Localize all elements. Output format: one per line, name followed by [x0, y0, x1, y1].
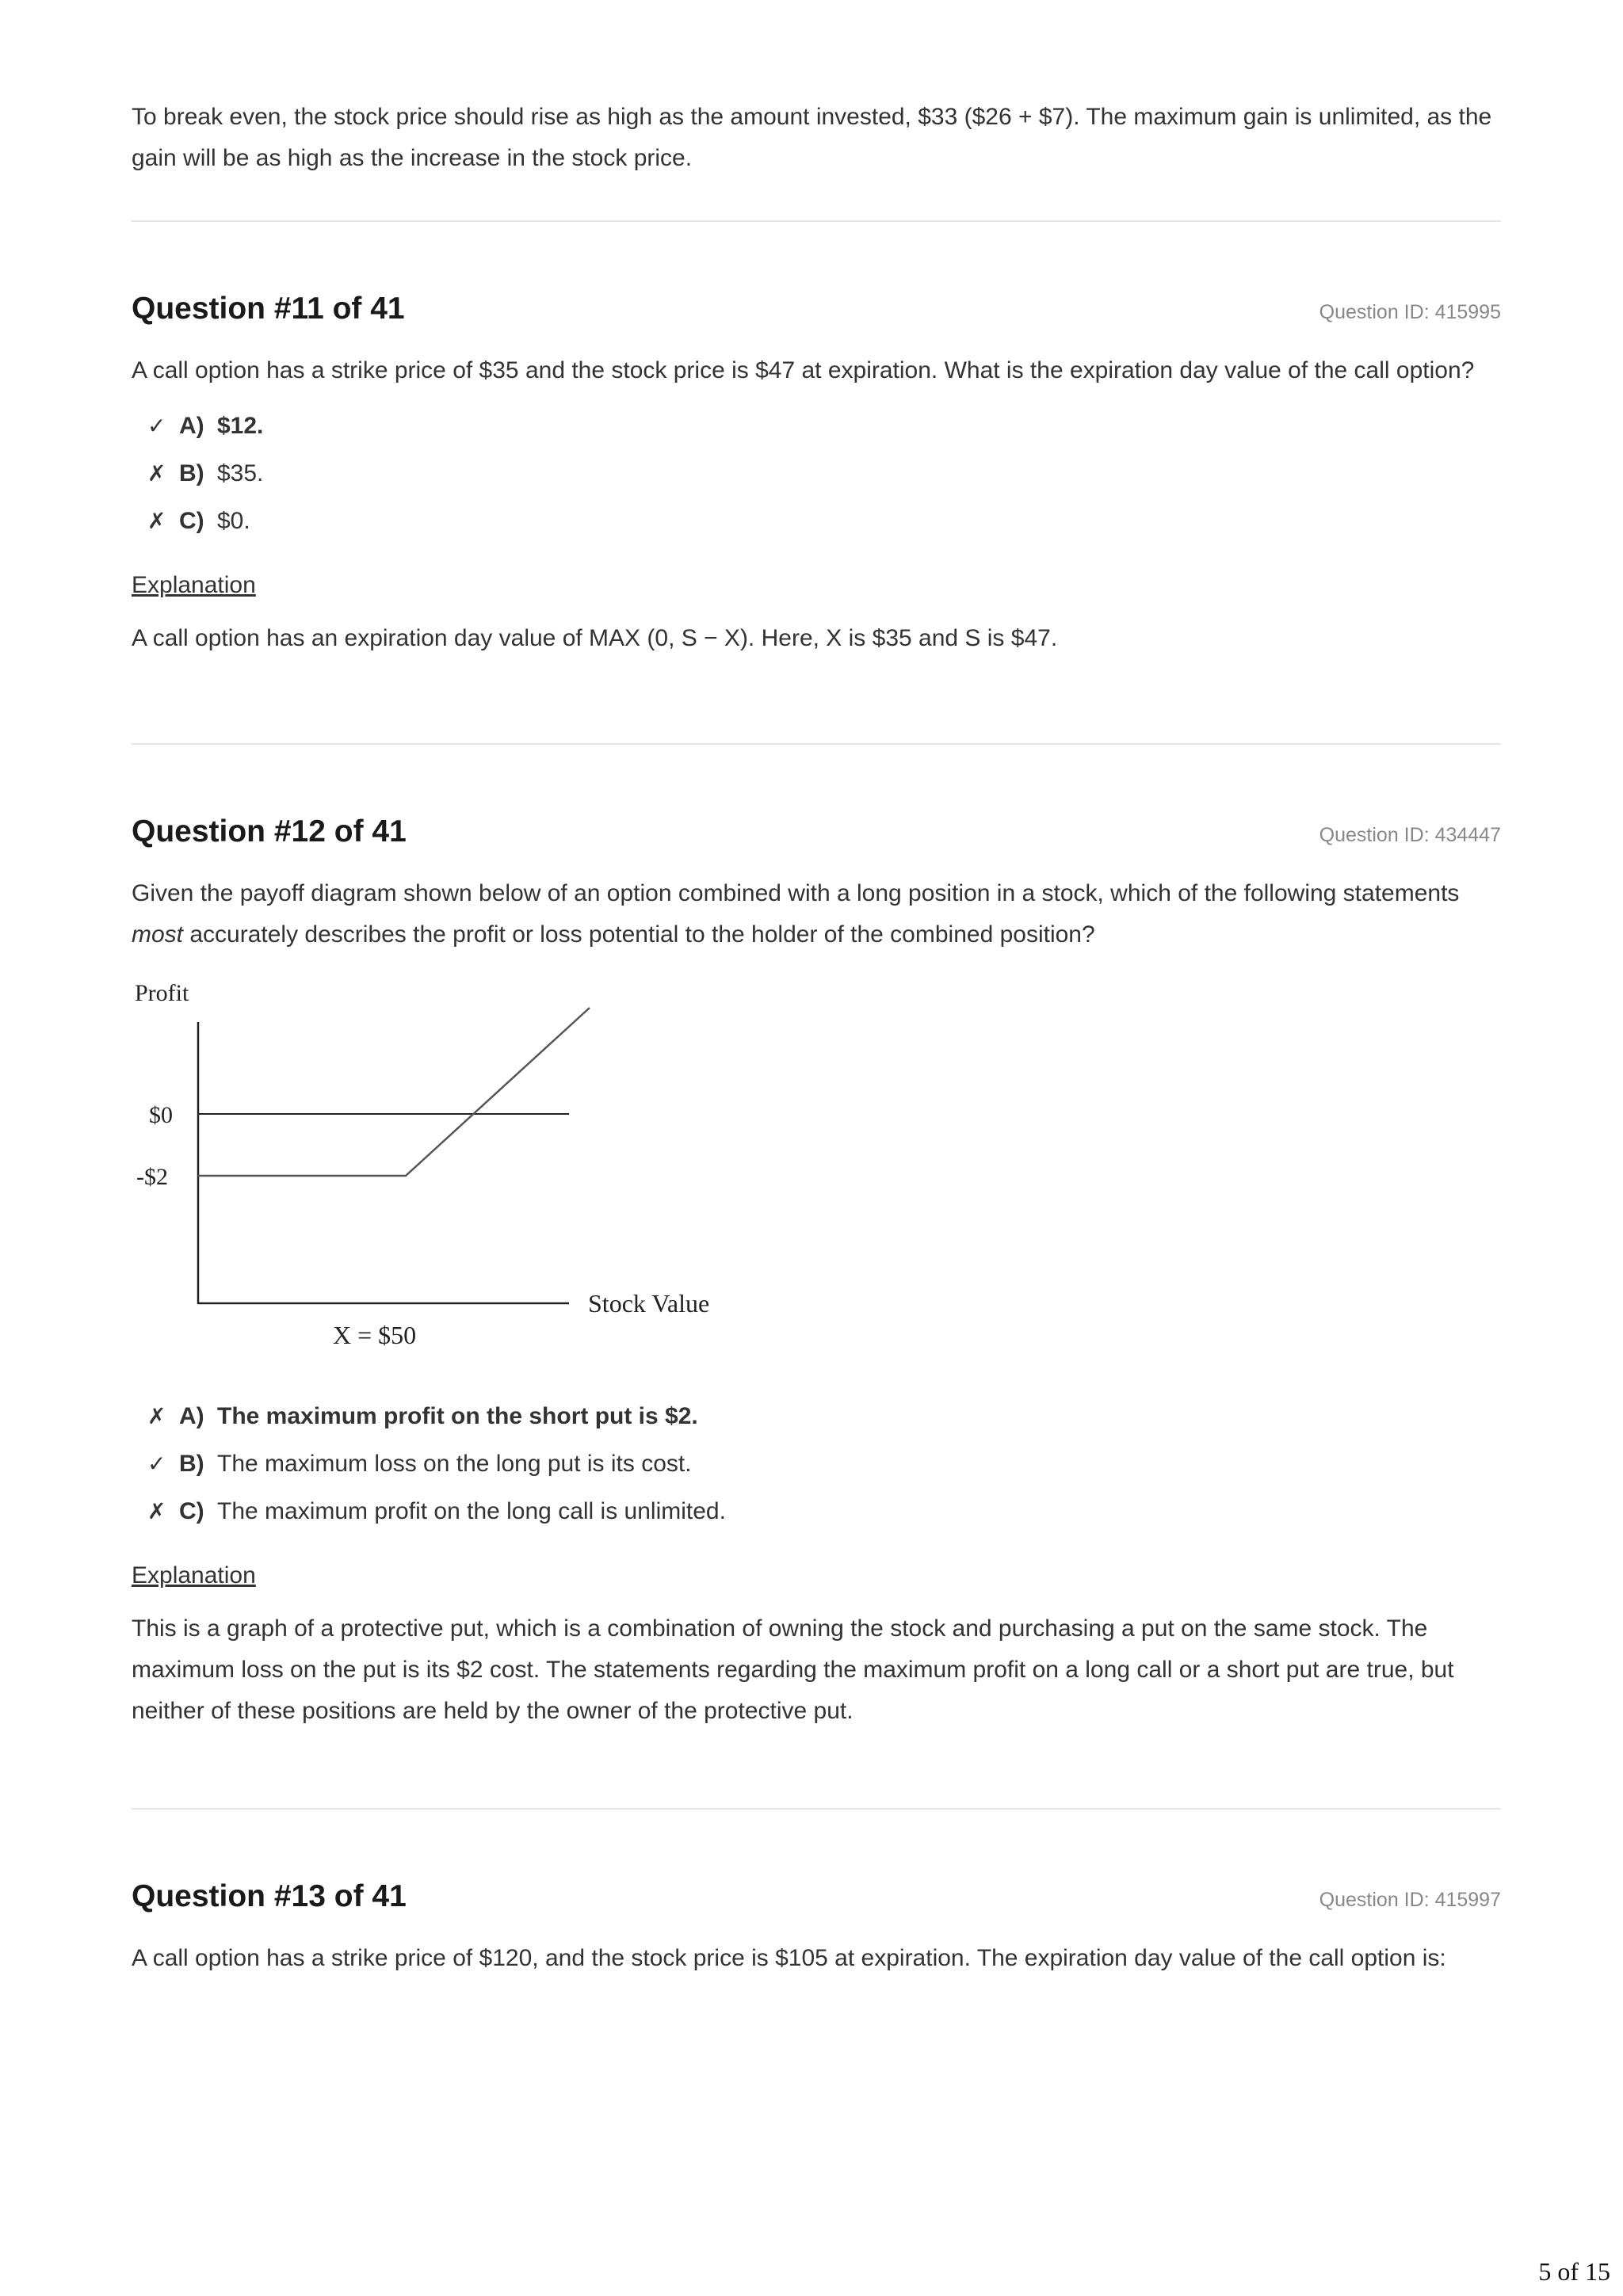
divider-2 — [132, 743, 1501, 745]
diagram-payoff-line — [198, 1008, 590, 1176]
diagram-strike-label: X = $50 — [333, 1321, 417, 1349]
correct-check-icon: ✓ — [147, 1451, 166, 1477]
question-12-body — [132, 1393, 1501, 1732]
diagram-x-label: Stock Value — [588, 1289, 710, 1318]
incorrect-x-icon: ✗ — [147, 508, 166, 534]
question-11-title: Question #11 of 41 — [132, 292, 405, 326]
choice-text: $35. — [217, 460, 264, 486]
question-12-stem-part1: Given the payoff diagram shown below of an option combined with a long position in a stock, which of the following statements — [132, 880, 1460, 906]
question-12-stem-emphasis: most — [132, 921, 184, 948]
question-12-stem — [132, 873, 1501, 955]
question-11-explanation: A call option has an expiration day value of MAX (0, S − X). Here, X is $35 and S is $47. — [132, 625, 1058, 651]
question-12-choices — [132, 1393, 1501, 1535]
question-12-title: Question #12 of 41 — [132, 814, 407, 849]
choice-text: The maximum loss on the long put is its cost. — [217, 1451, 692, 1477]
choice-letter: C) — [179, 1498, 204, 1524]
question-13 — [132, 1879, 1501, 1979]
question-13-stem: A call option has a strike price of $120, and the stock price is $105 at expiration. The expiration day value of the call option is: — [132, 1945, 1446, 1971]
choice-letter: B) — [179, 1451, 204, 1477]
choice-text: $12. — [217, 413, 264, 439]
question-12-id: Question ID: 434447 — [1319, 824, 1501, 846]
page-number: 5 of 15 — [1538, 2257, 1610, 2286]
question-11-header — [132, 292, 1501, 326]
question-12-choice-c — [132, 1488, 1501, 1535]
payoff-diagram — [132, 973, 734, 1369]
question-13-title: Question #13 of 41 — [132, 1879, 407, 1913]
question-13-header — [132, 1879, 1501, 1914]
question-11-explanation-link[interactable]: Explanation — [132, 572, 256, 598]
question-13-id: Question ID: 415997 — [1319, 1889, 1501, 1911]
choice-text: $0. — [217, 508, 250, 534]
question-12 — [132, 814, 1501, 955]
choice-letter: C) — [179, 508, 204, 534]
question-11-choice-c — [132, 498, 1501, 545]
choice-letter: B) — [179, 460, 204, 486]
question-11 — [132, 292, 1501, 659]
question-11-choice-a — [132, 402, 1501, 450]
question-11-id: Question ID: 415995 — [1319, 301, 1501, 323]
question-12-choice-a — [132, 1393, 1501, 1440]
question-11-choice-b — [132, 450, 1501, 498]
choice-letter: A) — [179, 413, 204, 439]
question-12-header — [132, 814, 1501, 849]
choice-text: The maximum profit on the short put is $2. — [217, 1403, 698, 1429]
question-12-choice-b — [132, 1440, 1501, 1488]
correct-check-icon: ✓ — [147, 413, 166, 439]
incorrect-x-icon: ✗ — [147, 1403, 166, 1429]
question-11-choices — [132, 402, 1501, 545]
incorrect-x-icon: ✗ — [147, 1498, 166, 1524]
question-11-stem: A call option has a strike price of $35 and the stock price is $47 at expiration. What is the expiration day value of the call option? — [132, 357, 1475, 383]
diagram-zero-label: $0 — [149, 1102, 173, 1128]
question-12-stem-part2: accurately describes the profit or loss potential to the holder of the combined position? — [183, 921, 1095, 948]
diagram-y-label: Profit — [135, 980, 189, 1006]
divider-3 — [132, 1808, 1501, 1810]
incorrect-x-icon: ✗ — [147, 460, 166, 486]
divider-1 — [132, 220, 1501, 222]
choice-text: The maximum profit on the long call is unlimited. — [217, 1498, 726, 1524]
question-12-explanation-link[interactable]: Explanation — [132, 1562, 256, 1589]
choice-letter: A) — [179, 1403, 204, 1429]
diagram-loss-label: -$2 — [136, 1164, 168, 1190]
intro-paragraph: To break even, the stock price should rise as high as the amount invested, $33 ($26 + $7). The maximum gain is unlimited, as the gain will be as high as the increase in the stock price. — [132, 104, 1492, 171]
question-12-explanation: This is a graph of a protective put, which is a combination of owning the stock and purchasing a put on the same stock. The maximum loss on the put is its $2 cost. The statements regarding the maximum profit on a long call or a short put are true, but neither of these positions are held by the owner of the protective put. — [132, 1615, 1454, 1724]
